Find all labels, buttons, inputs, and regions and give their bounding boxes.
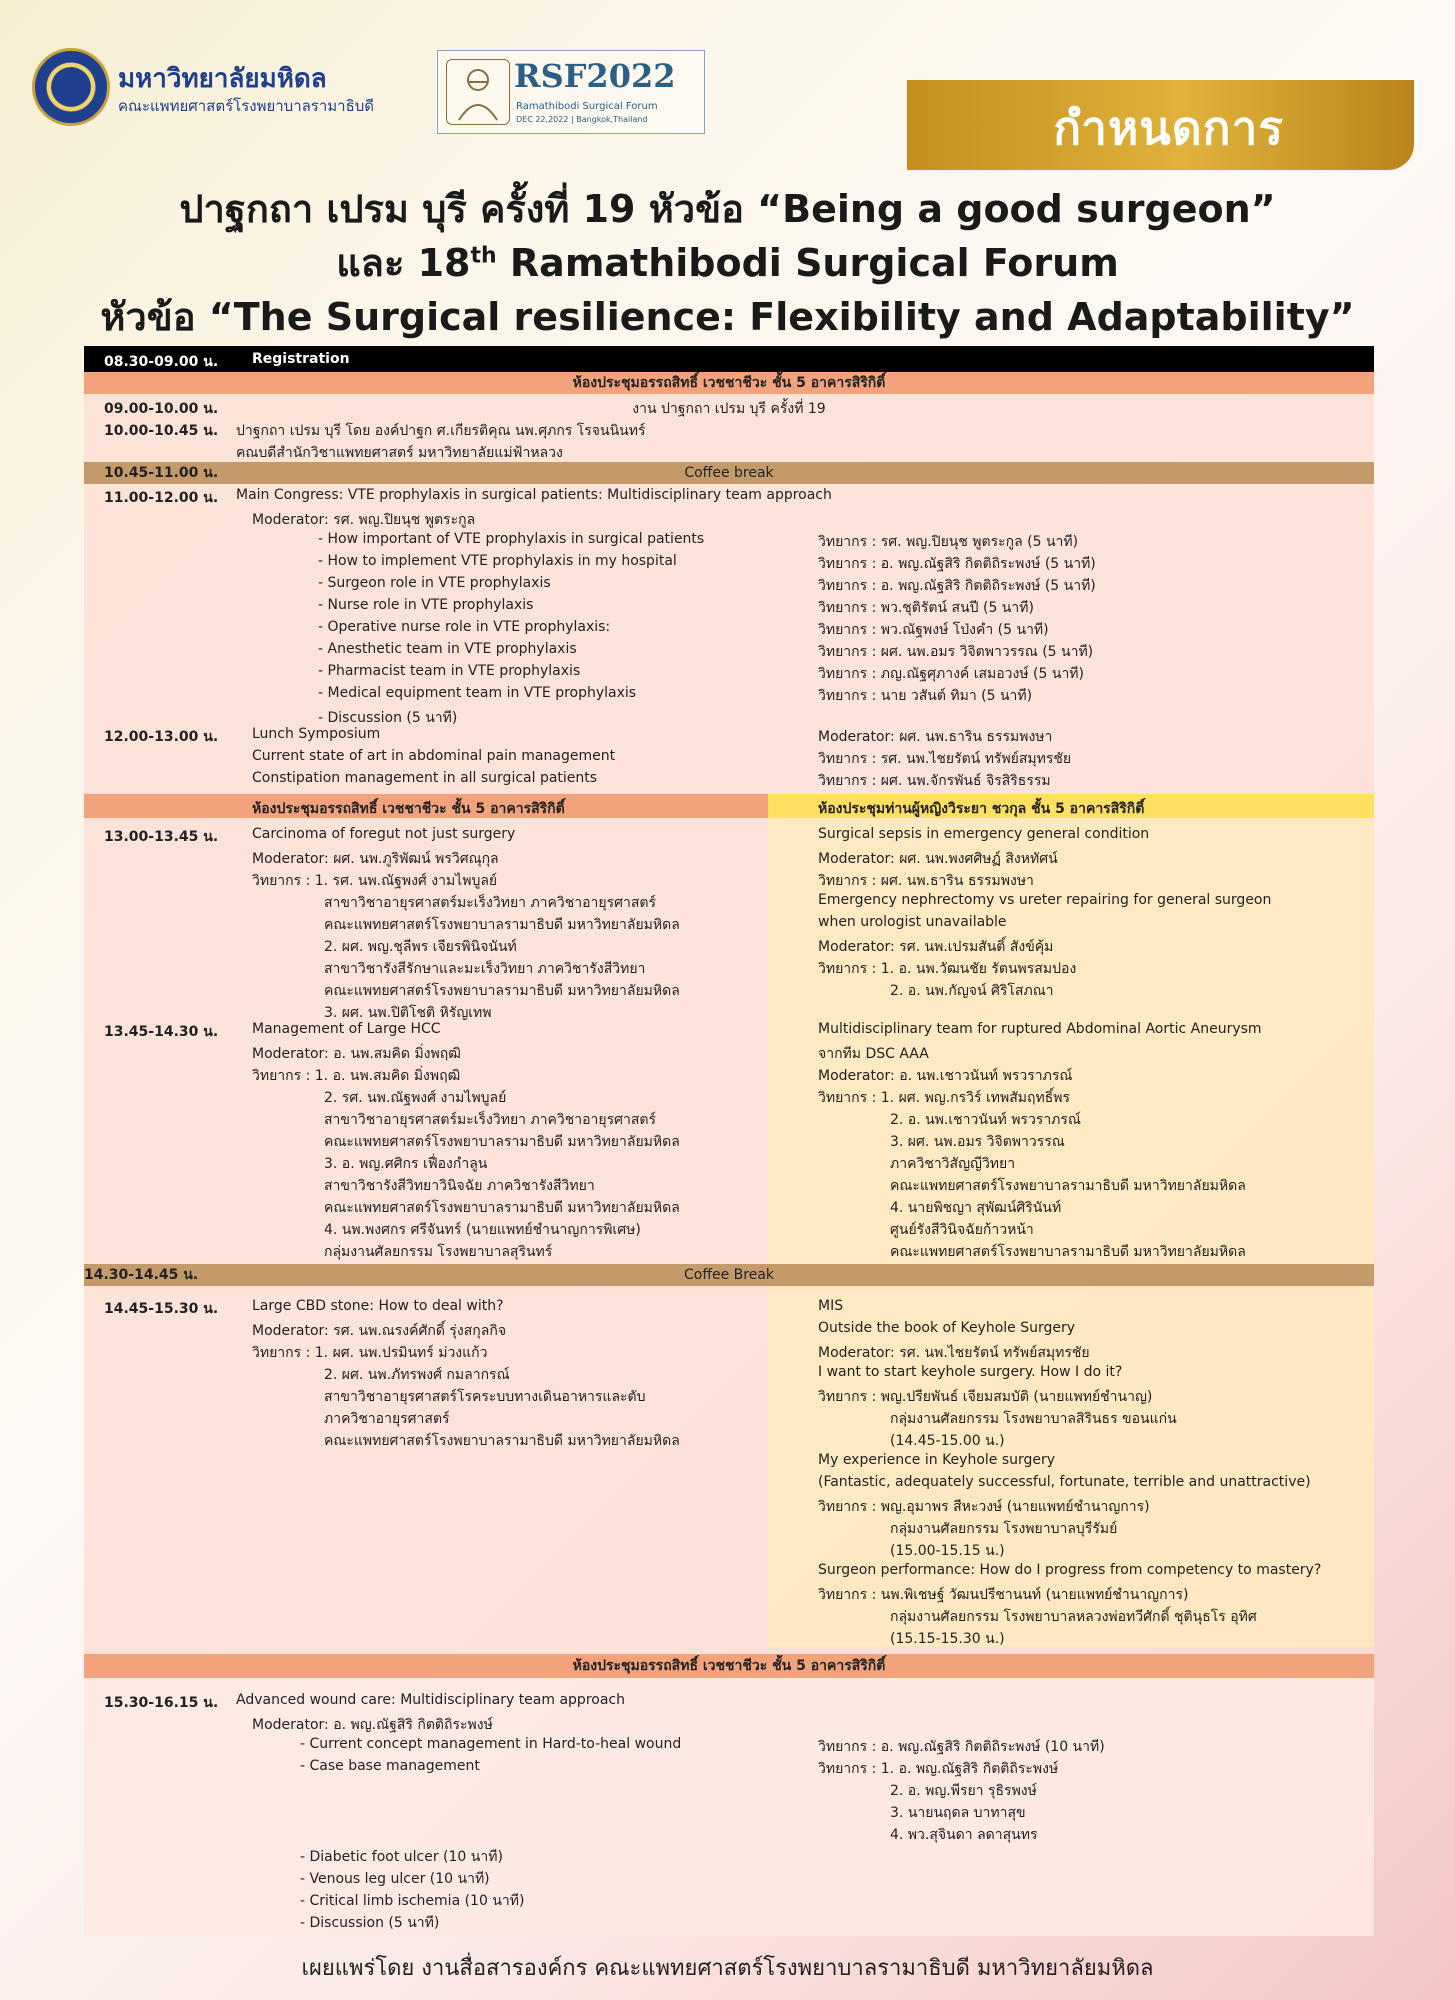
room-left-label: ห้องประชุมอรรถสิทธิ์ เวชชาชีวะ ชั้น 5 อาคารสิริกิติ์: [252, 801, 565, 817]
title-line-2-sup: th: [470, 243, 497, 269]
mc-speakers-line: วิทยากร : นาย วสันต์ ทิมา (5 นาที): [818, 688, 1033, 704]
b1-right-line: วิทยากร : ผศ. นพ.ธาริน ธรรมพงษา: [818, 873, 1034, 889]
b2-right-line: 4. นายพิชญา สุพัฒน์ศิรินันท์: [890, 1200, 1062, 1216]
b3-right-line: วิทยากร : พญ.อุมาพร สีหะวงษ์ (นายแพทย์ชำนาญการ): [818, 1499, 1150, 1515]
lunch-l-line: Lunch Symposium: [252, 726, 381, 742]
wound-care-title: Advanced wound care: Multidisciplinary team approach: [236, 1692, 625, 1708]
b3-right-line: กลุ่มงานศัลยกรรม โรงพยาบาลบุรีรัมย์: [890, 1521, 1118, 1537]
session-1-text: งาน ปาฐกถา เปรม บุรี ครั้งที่ 19: [632, 401, 826, 417]
rsf-subtitle: Ramathibodi Surgical Forum: [516, 101, 658, 112]
lunch-r-line: วิทยากร : ผศ. นพ.จักรพันธ์ จิรสิริธรรม: [818, 773, 1051, 789]
title-line-1: ปาฐกถา เปรม บุรี ครั้งที่ 19 หัวข้อ “Being a good surgeon”: [179, 187, 1276, 231]
mahidol-seal-logo: [32, 48, 110, 126]
w-items1-line: - Case base management: [300, 1758, 480, 1774]
lunch-l-line: Current state of art in abdominal pain management: [252, 748, 616, 764]
w-speakers-line: 3. นายนฤดล บาทาสุข: [890, 1805, 1026, 1821]
main-congress-time: 11.00-12.00 น.: [104, 490, 219, 506]
agenda-banner: [907, 80, 1414, 170]
b2-right-line: 3. ผศ. นพ.อมร วิจิตพาวรรณ: [890, 1134, 1065, 1150]
b1-right-line: Surgical sepsis in emergency general condition: [818, 826, 1150, 842]
b3-right-line: วิทยากร : นพ.พิเชษฐ์ วัฒนปรีชานนท์ (นายแพทย์ชำนาญการ): [818, 1587, 1189, 1603]
mc-speakers-line: วิทยากร : ภญ.ณัฐศุภางค์ เสมอวงษ์ (5 นาที): [818, 666, 1084, 682]
block-2-time: 13.45-14.30 น.: [104, 1024, 219, 1040]
mc-speakers-line: วิทยากร : พว.ชุติรัตน์ สนปี (5 นาที): [818, 600, 1034, 616]
room-split-bar: [84, 794, 1374, 818]
b3-right-line: My experience in Keyhole surgery: [818, 1452, 1056, 1468]
b1-left-line: คณะแพทยศาสตร์โรงพยาบาลรามาธิบดี มหาวิทยาลัยมหิดล: [324, 983, 680, 999]
title-line-3: หัวข้อ “The Surgical resilience: Flexibility and Adaptability”: [100, 295, 1355, 339]
title-line-2-post: Ramathibodi Surgical Forum: [496, 241, 1119, 285]
title-line-2: [0, 232, 1455, 293]
wound-care-time: 15.30-16.15 น.: [104, 1695, 219, 1711]
mc-speakers-line: วิทยากร : ผศ. นพ.อมร วิจิตพาวรรณ (5 นาที): [818, 644, 1094, 660]
title-line-2-pre: และ 18: [336, 241, 471, 285]
schedule-table: [84, 346, 1374, 1936]
b3-right-line: (15.15-15.30 น.): [890, 1631, 1005, 1647]
lunch-time: 12.00-13.00 น.: [104, 729, 219, 745]
coffee-break-2-time: 14.30-14.45 น.: [84, 1267, 199, 1283]
room-right-bar: [768, 794, 1374, 818]
room-main-bar: ห้องประชุมอรรถสิทธิ์ เวชชาชีวะ ชั้น 5 อาคารสิริกิติ์: [84, 372, 1374, 394]
b3-left-line: คณะแพทยศาสตร์โรงพยาบาลรามาธิบดี มหาวิทยาลัยมหิดล: [324, 1433, 680, 1449]
w-items2-line: - Diabetic foot ulcer (10 นาที): [300, 1849, 503, 1865]
b1-right-line: when urologist unavailable: [818, 914, 1007, 930]
b3-left-line: ภาควิชาอายุรศาสตร์: [324, 1411, 450, 1427]
b2-left-line: วิทยากร : 1. อ. นพ.สมคิด มิ่งพฤฒิ: [252, 1068, 461, 1084]
surgeon-illustration-icon: [446, 59, 510, 125]
mc-items-line: - Discussion (5 นาที): [318, 710, 458, 726]
b1-right-line: Moderator: ผศ. นพ.พงศศิษฏ์ สิงหทัศน์: [818, 851, 1058, 867]
main-congress-title: Main Congress: VTE prophylaxis in surgical patients: Multidisciplinary team approach: [236, 487, 832, 503]
mc-speakers-line: วิทยากร : พว.ณัฐพงษ์ โป่งคำ (5 นาที): [818, 622, 1049, 638]
mc-items-line: - Operative nurse role in VTE prophylaxis:: [318, 619, 611, 635]
b3-left-line: Moderator: รศ. นพ.ณรงค์ศักดิ์ รุ่งสกุลกิจ: [252, 1323, 507, 1339]
w-items1-line: - Current concept management in Hard-to-heal wound: [300, 1736, 682, 1752]
coffee-break-2-label: Coffee Break: [683, 1267, 774, 1283]
b3-right-line: Surgeon performance: How do I progress from competency to mastery?: [818, 1562, 1322, 1578]
faculty-name: คณะแพทยศาสตร์โรงพยาบาลรามาธิบดี: [118, 97, 375, 115]
mc-items-line: - Anesthetic team in VTE prophylaxis: [318, 641, 577, 657]
b1-left-line: Moderator: ผศ. นพ.ภูริพัฒน์ พรวิศณุกุล: [252, 851, 499, 867]
room-left-bar: [84, 794, 768, 818]
rsf-date: DEC 22,2022 | Bangkok,Thailand: [516, 115, 648, 124]
session-2-time: 10.00-10.45 น.: [104, 423, 219, 439]
b3-right-line: กลุ่มงานศัลยกรรม โรงพยาบาลสิรินธร ขอนแก่น: [890, 1411, 1177, 1427]
mc-speakers-line: วิทยากร : อ. พญ.ณัฐสิริ กิตติถิระพงษ์ (5 นาที): [818, 556, 1096, 572]
w-speakers-line: 2. อ. พญ.พีรยา รุธิรพงษ์: [890, 1783, 1037, 1799]
header: [0, 0, 1455, 180]
b2-left-line: คณะแพทยศาสตร์โรงพยาบาลรามาธิบดี มหาวิทยาลัยมหิดล: [324, 1200, 680, 1216]
mc-items-line: - Surgeon role in VTE prophylaxis: [318, 575, 551, 591]
b2-left-line: สาขาวิชารังสีวิทยาวินิจฉัย ภาควิชารังสีวิทยา: [324, 1178, 595, 1194]
mc-items-line: - How to implement VTE prophylaxis in my hospital: [318, 553, 677, 569]
b2-right-line: Multidisciplinary team for ruptured Abdominal Aortic Aneurysm: [818, 1021, 1262, 1037]
b3-left-line: วิทยากร : 1. ผศ. นพ.ปรมินทร์ ม่วงแก้ว: [252, 1345, 488, 1361]
b2-right-line: คณะแพทยศาสตร์โรงพยาบาลรามาธิบดี มหาวิทยาลัยมหิดล: [890, 1178, 1246, 1194]
w-speakers-line: วิทยากร : อ. พญ.ณัฐสิริ กิตติถิระพงษ์ (10 นาที): [818, 1739, 1105, 1755]
b2-left-line: Management of Large HCC: [252, 1021, 441, 1037]
b3-left-line: สาขาวิชาอายุรศาสตร์โรคระบบทางเดินอาหารและตับ: [324, 1389, 646, 1405]
b3-right-line: (14.45-15.00 น.): [890, 1433, 1005, 1449]
b2-right-line: วิทยากร : 1. ผศ. พญ.กรวิร์ เทพสัมฤทธิ์พร: [818, 1090, 1071, 1106]
b1-left-line: 2. ผศ. พญ.ชุลีพร เจียรพินิจนันท์: [324, 939, 517, 955]
b1-right-line: Emergency nephrectomy vs ureter repairing for general surgeon: [818, 892, 1272, 908]
b2-left-line: กลุ่มงานศัลยกรรม โรงพยาบาลสุรินทร์: [324, 1244, 553, 1260]
b2-left-line: คณะแพทยศาสตร์โรงพยาบาลรามาธิบดี มหาวิทยาลัยมหิดล: [324, 1134, 680, 1150]
b3-right-line: Moderator: รศ. นพ.ไชยรัตน์ ทรัพย์สมุทรชัย: [818, 1345, 1090, 1361]
coffee-break-1-label: Coffee break: [684, 465, 774, 481]
lunch-r-line: วิทยากร : รศ. นพ.ไชยรัตน์ ทรัพย์สมุทรชัย: [818, 751, 1072, 767]
room-last-bar: ห้องประชุมอรรถสิทธิ์ เวชชาชีวะ ชั้น 5 อาคารสิริกิติ์: [84, 1654, 1374, 1678]
mc-speakers-line: วิทยากร : รศ. พญ.ปิยนุช พูตระกูล (5 นาที): [818, 534, 1079, 550]
coffee-break-1-row: [84, 462, 1374, 484]
rsf-logo-text: RSF2022: [514, 57, 676, 95]
w-speakers-line: 4. พว.สุจินดา ลดาสุนทร: [890, 1827, 1038, 1843]
footer-publisher: เผยแพร่โดย งานสื่อสารองค์กร คณะแพทยศาสตร์โรงพยาบาลรามาธิบดี มหาวิทยาลัยมหิดล: [301, 1956, 1154, 1981]
b1-right-line: 2. อ. นพ.กัญจน์ ศิริโสภณา: [890, 983, 1054, 999]
lunch-r-line: Moderator: ผศ. นพ.ธาริน ธรรมพงษา: [818, 729, 1053, 745]
b1-left-line: 3. ผศ. นพ.ปิติโชติ หิรัญเทพ: [324, 1005, 492, 1021]
wound-care-moderator: Moderator: อ. พญ.ณัฐสิริ กิตติถิระพงษ์: [252, 1717, 493, 1733]
b2-left-line: 2. รศ. นพ.ณัฐพงศ์ งามไพบูลย์: [324, 1090, 507, 1106]
b3-right-line: Outside the book of Keyhole Surgery: [818, 1320, 1076, 1336]
b3-right-line: I want to start keyhole surgery. How I do it?: [818, 1364, 1123, 1380]
registration-row: [84, 346, 1374, 372]
b3-right-line: MIS: [818, 1298, 844, 1314]
w-items2-line: - Venous leg ulcer (10 นาที): [300, 1871, 490, 1887]
b1-right-line: Moderator: รศ. นพ.เปรมสันติ์ สังข์คุ้ม: [818, 939, 1054, 955]
b2-right-line: ภาควิชาวิสัญญีวิทยา: [890, 1156, 1016, 1172]
b2-right-line: ศูนย์รังสีวินิจฉัยก้าวหน้า: [890, 1222, 1034, 1238]
b1-left-line: สาขาวิชาอายุรศาสตร์มะเร็งวิทยา ภาควิชาอายุรศาสตร์: [324, 895, 657, 911]
w-speakers-line: วิทยากร : 1. อ. พญ.ณัฐสิริ กิตติถิระพงษ์: [818, 1761, 1059, 1777]
b2-left-line: สาขาวิชาอายุรศาสตร์มะเร็งวิทยา ภาควิชาอายุรศาสตร์: [324, 1112, 657, 1128]
b1-left-line: คณะแพทยศาสตร์โรงพยาบาลรามาธิบดี มหาวิทยาลัยมหิดล: [324, 917, 680, 933]
block-1-time: 13.00-13.45 น.: [104, 829, 219, 845]
session-2-line-1: ปาฐกถา เปรม บุรี โดย องค์ปาฐก ศ.เกียรติคุณ นพ.ศุภกร โรจนนินทร์: [236, 423, 646, 439]
b2-right-line: คณะแพทยศาสตร์โรงพยาบาลรามาธิบดี มหาวิทยาลัยมหิดล: [890, 1244, 1246, 1260]
session-1-time: 09.00-10.00 น.: [104, 401, 219, 417]
mc-speakers-line: วิทยากร : อ. พญ.ณัฐสิริ กิตติถิระพงษ์ (5 นาที): [818, 578, 1096, 594]
coffee-break-2-row: [84, 1264, 1374, 1286]
b2-right-line: 2. อ. นพ.เชาวนันท์ พรวราภรณ์: [890, 1112, 1081, 1128]
agenda-banner-text: กำหนดการ: [1053, 101, 1284, 155]
b1-right-line: วิทยากร : 1. อ. นพ.วัฒนชัย รัตนพรสมปอง: [818, 961, 1077, 977]
w-items2-line: - Critical limb ischemia (10 นาที): [300, 1893, 525, 1909]
mc-items-line: - Nurse role in VTE prophylaxis: [318, 597, 534, 613]
b3-right-line: วิทยากร : พญ.ปรียพันธ์ เจียมสมบัติ (นายแพทย์ชำนาญ): [818, 1389, 1153, 1405]
b1-left-line: วิทยากร : 1. รศ. นพ.ณัฐพงศ์ งามไพบูลย์: [252, 873, 498, 889]
registration-time: 08.30-09.00 น.: [104, 354, 219, 370]
mc-items-line: - How important of VTE prophylaxis in surgical patients: [318, 531, 705, 547]
mc-items-line: - Pharmacist team in VTE prophylaxis: [318, 663, 581, 679]
room-right-label: ห้องประชุมท่านผู้หญิงวิระยา ชวกุล ชั้น 5 อาคารสิริกิติ์: [818, 801, 1145, 817]
b2-left-line: 3. อ. พญ.ศศิกร เฟื่องกำลูน: [324, 1156, 488, 1172]
b2-left-line: 4. นพ.พงศกร ศรีจันทร์ (นายแพทย์ชำนาญการพิเศษ): [324, 1222, 641, 1238]
b2-right-line: จากทีม DSC AAA: [818, 1046, 929, 1062]
session-2-line-2: คณบดีสำนักวิชาแพทยศาสตร์ มหาวิทยาลัยแม่ฟ้าหลวง: [236, 445, 563, 461]
b3-right-line: (15.00-15.15 น.): [890, 1543, 1005, 1559]
coffee-break-1-time: 10.45-11.00 น.: [104, 465, 219, 481]
b3-right-line: (Fantastic, adequately successful, fortunate, terrible and unattractive): [818, 1474, 1311, 1490]
b3-left-line: Large CBD stone: How to deal with?: [252, 1298, 504, 1314]
university-name: มหาวิทยาลัยมหิดล: [118, 64, 327, 94]
b1-left-line: สาขาวิชารังสีรักษาและมะเร็งวิทยา ภาควิชารังสีวิทยา: [324, 961, 646, 977]
b3-left-line: 2. ผศ. นพ.ภัทรพงศ์ กมลากรณ์: [324, 1367, 510, 1383]
mc-items-line: - Medical equipment team in VTE prophylaxis: [318, 685, 637, 701]
b2-right-line: Moderator: อ. นพ.เชาวนันท์ พรวราภรณ์: [818, 1068, 1073, 1084]
lunch-l-line: Constipation management in all surgical patients: [252, 770, 598, 786]
w-items2-line: - Discussion (5 นาที): [300, 1915, 440, 1931]
b2-left-line: Moderator: อ. นพ.สมคิด มิ่งพฤฒิ: [252, 1046, 461, 1062]
main-congress-moderator: Moderator: รศ. พญ.ปิยนุช พูตระกูล: [252, 512, 476, 528]
b3-right-line: กลุ่มงานศัลยกรรม โรงพยาบาลหลวงพ่อทวีศักดิ์ ชุตินุธโร อุทิศ: [890, 1609, 1257, 1625]
rsf-logo-box: [437, 50, 705, 134]
registration-label: Registration: [252, 351, 350, 367]
b1-left-line: Carcinoma of foregut not just surgery: [252, 826, 516, 842]
block-3-time: 14.45-15.30 น.: [104, 1301, 219, 1317]
